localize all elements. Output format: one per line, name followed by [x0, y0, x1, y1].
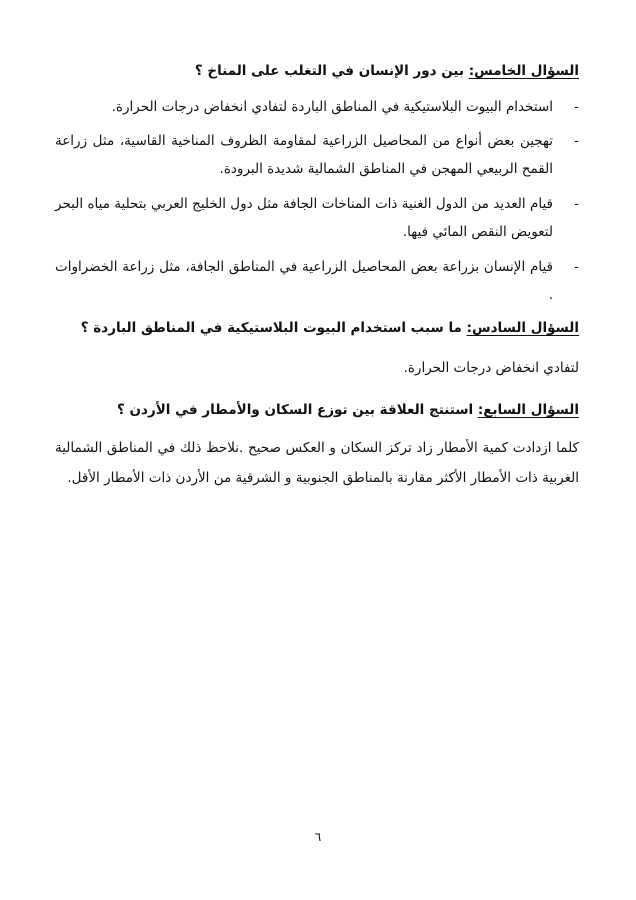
- question-5-answer-list: [55, 93, 579, 315]
- page-number: ٦: [314, 830, 322, 844]
- question-7-heading: [40, 400, 579, 420]
- list-item: [55, 127, 579, 183]
- list-item: [55, 93, 579, 121]
- bullet-dash: -: [574, 259, 579, 275]
- bullet-text: قيام الإنسان بزراعة بعض المحاصيل الزراعية في المناطق الجافة، مثل زراعة الخضراوات .: [55, 259, 553, 303]
- question-6-heading: [40, 318, 579, 338]
- question-7-text: استنتج العلاقة بين توزع السكان والأمطار في الأردن ؟: [117, 402, 474, 418]
- list-item: [55, 253, 579, 309]
- question-6-text: ما سبب استخدام البيوت البلاستيكية في المناطق الباردة ؟: [80, 320, 462, 336]
- question-6-answer: لتفادي انخفاض درجات الحرارة.: [403, 360, 579, 376]
- bullet-text: تهجين بعض أنواع من المحاصيل الزراعية لمقاومة الظروف المناخية القاسية، مثل زراعة القمح الربيعي المهجن في المناطق الشمالية شديدة البرودة.: [55, 133, 553, 177]
- question-5-heading: [40, 61, 579, 81]
- question-7-answer: كلما ازدادت كمية الأمطار زاد تركز السكان و العكس صحيح .نلاحظ ذلك في المناطق الشمالية الغربية ذات الأمطار الأكثر مقارنة بالمناطق الجنوبية و الشرقية من الأردن ذات الأمطار الأقل.: [55, 440, 579, 486]
- question-7-label: السؤال السابع:: [477, 402, 579, 418]
- bullet-dash: -: [574, 133, 579, 149]
- bullet-text: استخدام البيوت البلاستيكية في المناطق الباردة لتفادي انخفاض درجات الحرارة.: [111, 99, 553, 115]
- question-5-text: بين دور الإنسان في التغلب على المناخ ؟: [194, 63, 465, 79]
- bullet-dash: -: [574, 196, 579, 212]
- question-5-label: السؤال الخامس:: [468, 63, 579, 79]
- bullet-text: قيام العديد من الدول الغنية ذات المناخات الجافة مثل دول الخليج العربي بتحلية مياه البحر لتعويض النقص المائي فيها.: [55, 196, 553, 240]
- list-item: [55, 190, 579, 246]
- bullet-dash: -: [574, 99, 579, 115]
- question-6-label: السؤال السادس:: [466, 320, 579, 336]
